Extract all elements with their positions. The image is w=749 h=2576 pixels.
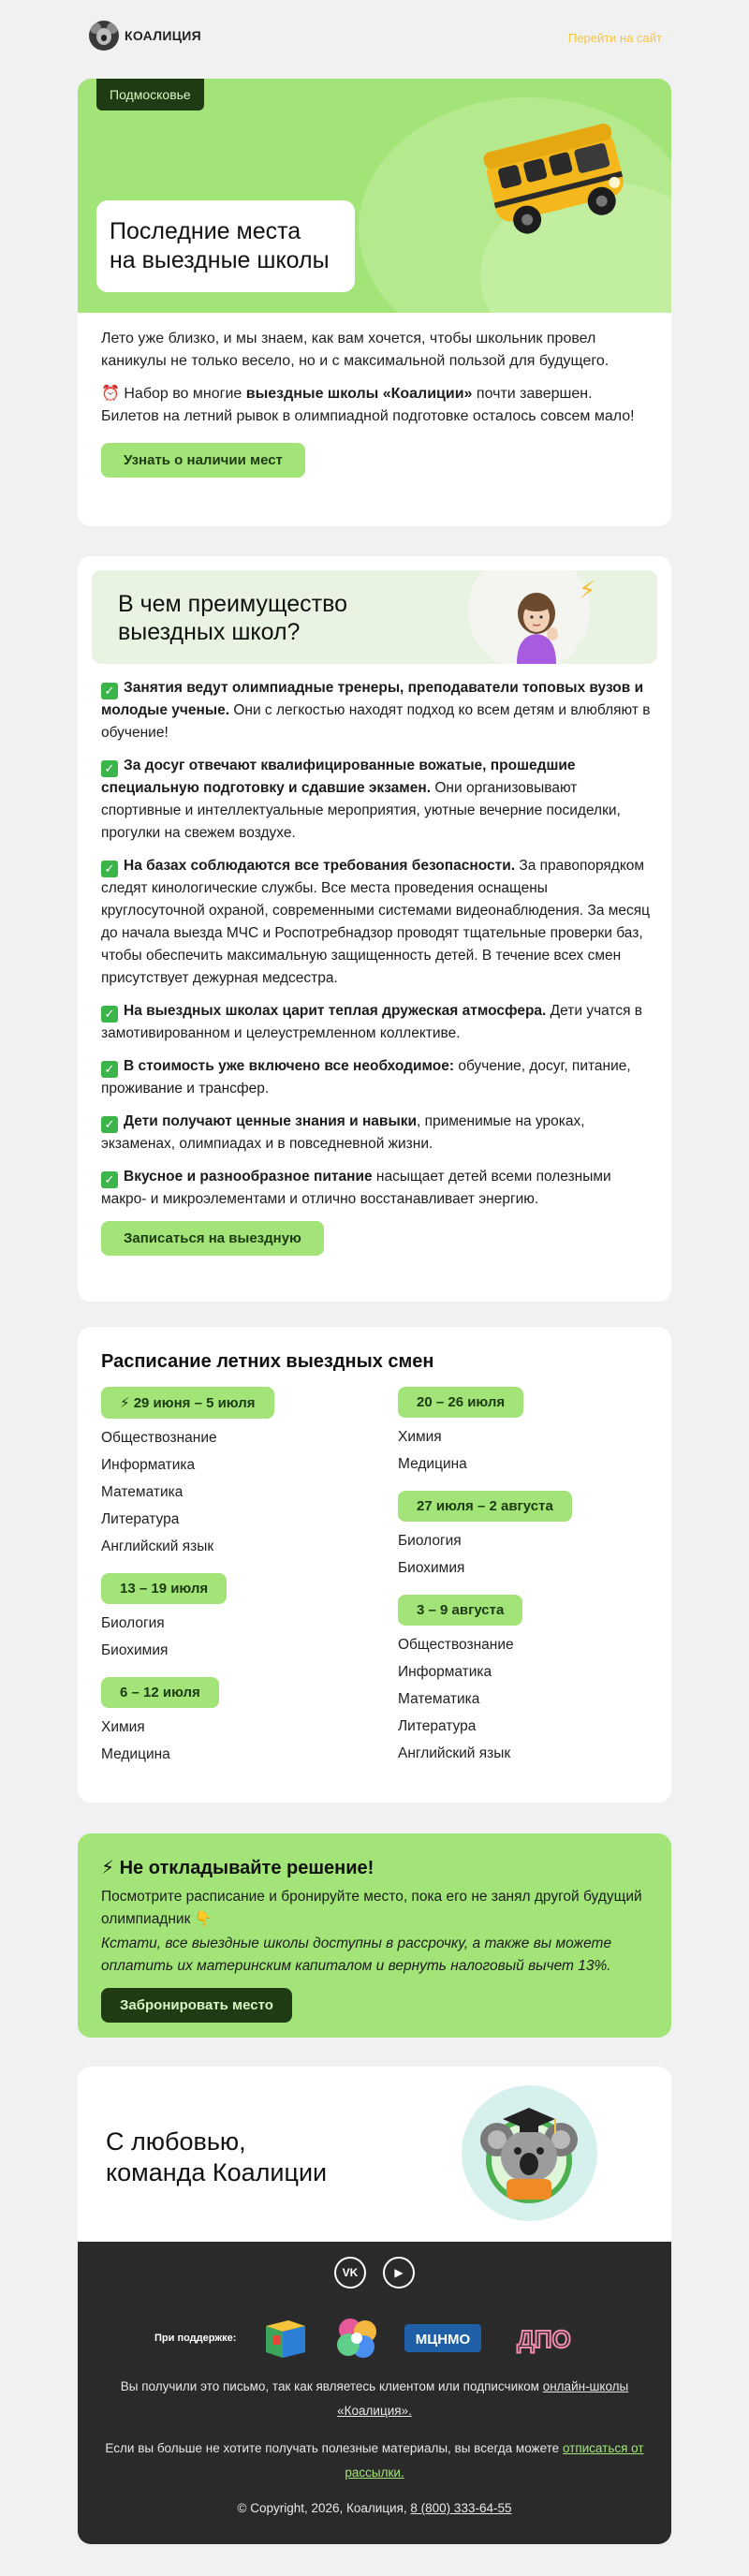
dpo-logo — [504, 2315, 584, 2362]
item-text: Они с легкостью находят подход ко всем детям и влюбляют в обучение! — [101, 702, 651, 741]
checkmark-icon: ✓ — [101, 1006, 118, 1023]
hero-title-line2: на выездные школы — [110, 247, 330, 273]
session-dates-badge: ⚡ 29 июня – 5 июля — [101, 1387, 274, 1419]
phone-link[interactable]: 8 (800) 333-64-55 — [410, 2501, 512, 2515]
schedule-card — [78, 1327, 671, 1803]
hero-banner — [78, 79, 671, 313]
cta-card — [78, 1833, 671, 2038]
session-block — [101, 1677, 373, 1768]
brand-name: КОАЛИЦИЯ — [125, 28, 202, 43]
subject: Медицина — [101, 1746, 170, 1762]
subject: Биология — [398, 1533, 462, 1549]
session-block — [101, 1387, 373, 1560]
intro-paragraph: Лето уже близко, и мы знаем, как вам хочется, чтобы школьник провел каникулы не только весело, но и с максимальной пользой для будущего. — [101, 331, 609, 369]
sign-up-button[interactable]: Записаться на выездную — [101, 1221, 324, 1256]
subject: Биология — [101, 1615, 165, 1631]
signoff-card — [78, 2067, 671, 2544]
subject: Английский язык — [101, 1538, 214, 1554]
support-partners — [154, 2312, 584, 2364]
subject: Математика — [398, 1691, 480, 1707]
checkmark-icon: ✓ — [101, 683, 118, 699]
advantages-list — [101, 677, 652, 1256]
item-text: обучение, досуг, питание, проживание и трансфер. — [101, 1058, 631, 1097]
item-bold: На выездных школах царит теплая дружеская атмосфера. — [124, 1003, 547, 1019]
session-dates-badge: 20 – 26 июля — [398, 1387, 523, 1418]
schedule-title: Расписание летних выездных смен — [101, 1351, 434, 1372]
partner-label: МЦНМО — [416, 2332, 471, 2348]
subject: Информатика — [398, 1664, 492, 1680]
schedule-column-left — [101, 1387, 373, 1768]
item-text: Они организовывают спортивные и интеллектуальные мероприятия, уютные вечерние посиделки, прогулки на свежем воздухе. — [101, 780, 621, 841]
book-place-button[interactable]: Забронировать место — [101, 1988, 292, 2023]
signoff-line1: С любовью, — [106, 2127, 246, 2156]
region-badge: Подмосковье — [96, 79, 204, 110]
subject: Английский язык — [398, 1745, 511, 1761]
copyright — [96, 2496, 653, 2521]
list-item — [101, 1000, 652, 1045]
item-text: Дети учатся в замотивированном и целеустремленном коллективе. — [101, 1003, 643, 1041]
subject: Литература — [101, 1511, 180, 1527]
youtube-icon[interactable]: ▶ — [383, 2257, 415, 2289]
checkmark-icon: ✓ — [101, 1116, 118, 1133]
subject: Обществознание — [398, 1637, 514, 1653]
signoff-line2: команда Коалиции — [106, 2158, 328, 2186]
item-bold: Вкусное и разнообразное питание — [124, 1169, 373, 1185]
subject: Химия — [101, 1719, 145, 1735]
session-block — [101, 1573, 373, 1664]
intro-paragraph-2 — [101, 383, 654, 428]
cta-title: ⚡ Не откладывайте решение! — [101, 1858, 374, 1878]
subject: Биохимия — [398, 1560, 465, 1576]
cta-note: Кстати, все выездные школы доступны в рассрочку, а также вы можете оплатить их материнским капиталом и вернуть налоговый вычет 13%. — [101, 1936, 612, 1974]
list-item — [101, 1111, 652, 1156]
session-block — [398, 1491, 669, 1582]
footer-text2: Если вы больше не хотите получать полезные материалы, вы всегда можете — [105, 2441, 563, 2455]
copyright-text: © Copyright, 2026, Коалиция, — [237, 2501, 411, 2515]
footer — [78, 2242, 671, 2544]
cube-logo-icon — [260, 2315, 311, 2362]
school-bus-icon — [471, 107, 639, 247]
item-bold: В стоимость уже включено все необходимое: — [124, 1058, 455, 1074]
subject: Химия — [398, 1429, 442, 1445]
item-bold: Занятия ведут олимпиадные тренеры, преподаватели топовых вузов и молодые ученые. — [101, 680, 644, 718]
hero-card — [78, 79, 671, 526]
list-item — [101, 755, 652, 845]
thinking-woman-icon — [504, 581, 569, 664]
advantages-title — [118, 590, 347, 646]
list-item — [101, 1055, 652, 1100]
intro-p2-end: почти завершен. Билетов на летний рывок в олимпиадной подготовке осталось совсем мало! — [101, 386, 635, 424]
footer-unsubscribe-note — [96, 2436, 653, 2485]
subject: Медицина — [398, 1456, 467, 1472]
koala-mascot-icon — [462, 2085, 597, 2221]
school-link[interactable]: онлайн-школы «Коалиция». — [337, 2379, 629, 2418]
footer-subscription-note — [96, 2375, 653, 2423]
item-bold: На базах соблюдаются все требования безопасности. — [124, 858, 516, 874]
vk-icon[interactable]: VK — [334, 2257, 366, 2289]
koala-icon — [89, 21, 119, 51]
item-bold: Дети получают ценные знания и навыки — [124, 1113, 417, 1129]
hero-title-box — [96, 200, 355, 292]
cta-text: Посмотрите расписание и бронируйте место, пока его не занял другой будущий олимпиадник 👇 — [101, 1889, 642, 1927]
brand-logo[interactable] — [89, 21, 201, 51]
footer-text1: Вы получили это письмо, так как являетесь клиентом или подписчиком — [120, 2379, 543, 2393]
session-block — [398, 1595, 669, 1767]
intro-p2-start: Набор во многие — [124, 386, 246, 402]
checkmark-icon: ✓ — [101, 1061, 118, 1078]
session-dates-badge: 6 – 12 июля — [101, 1677, 219, 1708]
session-block — [398, 1387, 669, 1478]
unsubscribe-link[interactable]: отписаться от рассылки. — [345, 2441, 644, 2480]
support-label: При поддержке: — [154, 2333, 237, 2344]
email-header — [78, 21, 671, 58]
mcnmo-logo — [403, 2315, 483, 2362]
partner-label: ДПО — [517, 2325, 572, 2353]
advantages-card — [78, 556, 671, 1302]
social-links — [334, 2257, 415, 2289]
checkmark-icon: ✓ — [101, 760, 118, 777]
goto-site-link[interactable]: Перейти на сайт — [567, 31, 662, 45]
subject: Информатика — [101, 1457, 196, 1473]
session-dates-badge: 3 – 9 августа — [398, 1595, 522, 1626]
session-dates-badge: 27 июля – 2 августа — [398, 1491, 572, 1522]
advantages-title-line2: выездных школ? — [118, 619, 301, 645]
subject: Биохимия — [101, 1642, 169, 1658]
alarm-clock-icon: ⏰ — [101, 386, 120, 402]
checkmark-icon: ✓ — [101, 1171, 118, 1188]
item-text: , применимые на уроках, экзаменах, олимпиадах и в повседневной жизни. — [101, 1113, 585, 1152]
signoff-text — [106, 2127, 327, 2188]
intro-p2-bold: выездные школы «Коалиции» — [245, 386, 473, 402]
list-item — [101, 855, 652, 990]
list-item — [101, 1166, 652, 1211]
list-item — [101, 677, 652, 744]
schedule-column-right — [398, 1387, 669, 1767]
intro-section — [101, 328, 654, 478]
advantages-title-line1: В чем преимущество — [118, 591, 348, 617]
flower-logo-icon — [331, 2315, 382, 2362]
subject: Литература — [398, 1718, 477, 1734]
session-dates-badge: 13 – 19 июля — [101, 1573, 227, 1604]
item-text: За правопорядком следят кинологические службы. Все места проведения оснащены круглосуточной охраной, современными системами видеонаблюдения. За месяц до начала выезда МЧС и Роспотребнадзор проводят тщательные проверки баз, чтобы обеспечить максимальную защищенность детей. В течение всех смен присутствует дежурная медсестра. — [101, 858, 651, 986]
subject: Обществознание — [101, 1430, 217, 1446]
subject: Математика — [101, 1484, 184, 1500]
hero-title-line1: Последние места — [110, 218, 301, 244]
item-bold: За досуг отвечают квалифицированные вожатые, прошедшие специальную подготовку и сдавшие экзамен. — [101, 758, 576, 796]
item-text: насыщает детей всеми полезными макро- и микроэлементами и отлично восстанавливает энергию. — [101, 1169, 611, 1207]
advantages-header — [92, 570, 657, 664]
lightning-icon: ⚡ — [579, 576, 596, 604]
checkmark-icon: ✓ — [101, 861, 118, 877]
check-availability-button[interactable]: Узнать о наличии мест — [101, 443, 305, 478]
